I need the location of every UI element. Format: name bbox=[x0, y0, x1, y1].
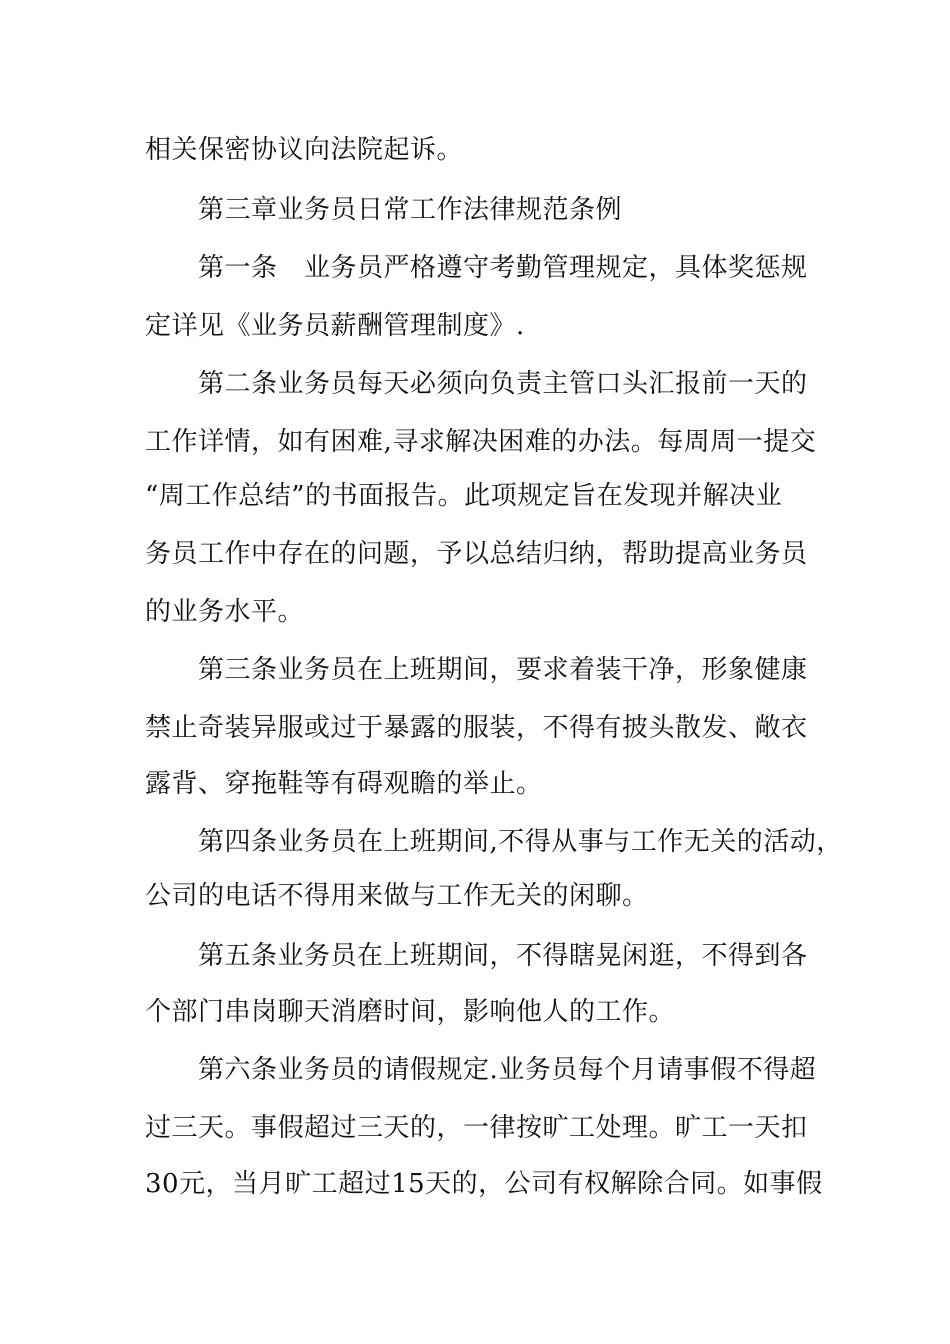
text-line: 务员工作中存在的问题，予以总结归纳，帮助提高业务员 bbox=[145, 539, 808, 569]
text-line: 工作详情，如有困难,寻求解决困难的办法。每周周一提交 bbox=[145, 427, 817, 457]
text-line: 30元，当月旷工超过15天的，公司有权解除合同。如事假 bbox=[145, 1169, 823, 1199]
text-line: 公司的电话不得用来做与工作无关的闲聊。 bbox=[145, 881, 649, 911]
text-line: 露背、穿拖鞋等有碍观瞻的举止。 bbox=[145, 769, 543, 799]
text-line: 第三条业务员在上班期间，要求着装干净，形象健康 bbox=[198, 655, 808, 685]
text-line: 禁止奇装异服或过于暴露的服装，不得有披头散发、敞衣 bbox=[145, 713, 808, 743]
chapter-heading: 第三章业务员日常工作法律规范条例 bbox=[198, 195, 623, 225]
text-line: 过三天。事假超过三天的，一律按旷工处理。旷工一天扣 bbox=[145, 1113, 808, 1143]
text-line: 第一条 业务员严格遵守考勤管理规定，具体奖惩规 bbox=[198, 253, 808, 283]
text-line: 第五条业务员在上班期间，不得瞎晃闲逛，不得到各 bbox=[198, 941, 808, 971]
text-line: 第四条业务员在上班期间,不得从事与工作无关的活动， bbox=[198, 827, 843, 857]
text-line: 相关保密协议向法院起诉。 bbox=[145, 135, 464, 165]
text-line: 定详见《业务员薪酬管理制度》. bbox=[145, 311, 525, 341]
text-line: 第二条业务员每天必须向负责主管口头汇报前一天的 bbox=[198, 369, 808, 399]
text-line: “周工作总结”的书面报告。此项规定旨在发现并解决业 bbox=[145, 481, 783, 511]
text-line: 的业务水平。 bbox=[145, 597, 305, 627]
text-line: 第六条业务员的请假规定.业务员每个月请事假不得超 bbox=[198, 1055, 817, 1085]
text-line: 个部门串岗聊天消磨时间，影响他人的工作。 bbox=[145, 997, 676, 1027]
